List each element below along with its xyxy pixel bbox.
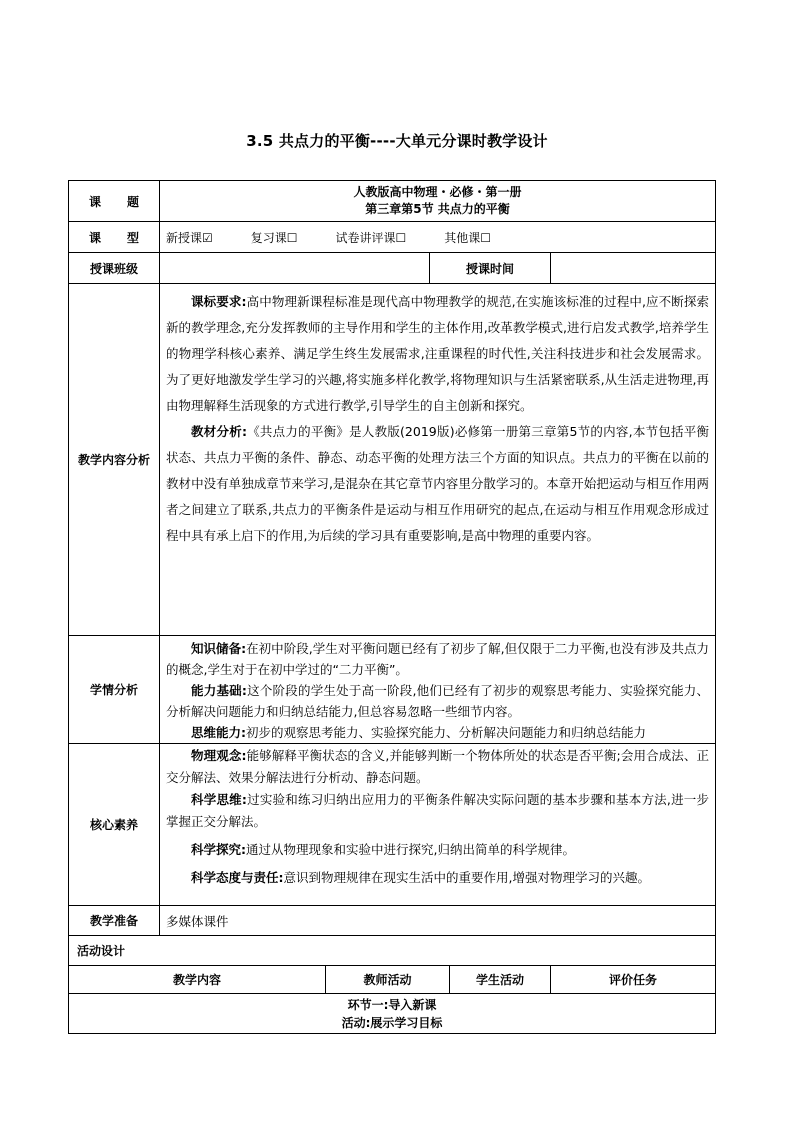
core-literacy-row bbox=[69, 744, 716, 906]
lesson-plan-table bbox=[68, 180, 716, 1034]
class-row bbox=[69, 253, 716, 284]
course-type-option-new[interactable]: 新授课☑ bbox=[166, 230, 213, 245]
scientific-thinking-paragraph: 科学思维:过实验和练习归纳出应用力的平衡条件解决实际问题的基本步骤和基本方法,进一步掌握正交分解法。 bbox=[166, 792, 710, 829]
header-evaluation-task: 评价任务 bbox=[551, 966, 716, 994]
topic-line-2: 第三章第5节 共点力的平衡 bbox=[365, 202, 510, 216]
class-label: 授课班级 bbox=[69, 253, 160, 284]
physics-concept-paragraph: 物理观念:能够解释平衡状态的含义,并能够判断一个物体所处的状态是否平衡;会用合成法、正交分解法、效果分解法进行分析动、静态问题。 bbox=[166, 748, 710, 785]
stage-cell bbox=[69, 994, 716, 1034]
course-type-row bbox=[69, 222, 716, 253]
prep-value: 多媒体课件 bbox=[160, 906, 716, 936]
curriculum-requirement-paragraph: 课标要求:高中物理新课程标准是现代高中物理教学的规范,在实施该标准的过程中,应不断探索新的教学理念,充分发挥教师的主导作用和学生的主体作用,改革教学模式,进行启发式教学,培养学生的物理学科核心素养、满足学生终生发展需求,注重课程的时代性,关注科技进步和社会发展需求。为了更好地激发学生学习的兴趣,将实施多样化教学,将物理知识与生活紧密联系,从生活走进物理,再由物理解释生活现象的方式进行教学,引导学生的自主创新和探究。 bbox=[166, 294, 710, 413]
stage-title: 环节一:导入新课 bbox=[347, 997, 437, 1012]
content-analysis-row bbox=[69, 284, 716, 636]
scientific-inquiry-paragraph: 科学探究:通过从物理现象和实验中进行探究,归纳出简单的科学规律。 bbox=[191, 842, 575, 857]
topic-row bbox=[69, 181, 716, 222]
class-value bbox=[160, 253, 430, 284]
stage-task: 活动:展示学习目标 bbox=[341, 1015, 443, 1030]
topic-line-1: 人教版高中物理・必修・第一册 bbox=[353, 185, 522, 199]
header-teacher-activity: 教师活动 bbox=[326, 966, 450, 994]
header-student-activity: 学生活动 bbox=[450, 966, 551, 994]
course-type-label: 课 型 bbox=[69, 222, 160, 253]
learning-analysis-label: 学情分析 bbox=[69, 636, 160, 744]
header-teaching-content: 教学内容 bbox=[69, 966, 326, 994]
topic-value bbox=[160, 181, 716, 222]
course-type-option-other[interactable]: 其他课☐ bbox=[444, 230, 491, 245]
textbook-analysis-paragraph: 教材分析:《共点力的平衡》是人教版(2019版)必修第一册第三章第5节的内容,本节包括平衡状态、共点力平衡的条件、静态、动态平衡的处理方法三个方面的知识点。共点力的平衡在以前的教材中没有单独成章节来学习,是混杂在其它章节内容里分散学习的。本章开始把运动与相互作用两者之间建立了联系,共点力的平衡条件是运动与相互作用研究的起点,在运动与相互作用观念形成过程中具有承上启下的作用,为后续的学习具有重要影响,是高中物理的重要内容。 bbox=[166, 424, 710, 543]
knowledge-reserve-paragraph: 知识储备:在初中阶段,学生对平衡问题已经有了初步了解,但仅限于二力平衡,也没有涉及共点力的概念,学生对于在初中学过的“二力平衡”。 bbox=[166, 641, 710, 677]
prep-label: 教学准备 bbox=[69, 906, 160, 936]
activity-design-row bbox=[69, 936, 716, 966]
page-title: 3.5 共点力的平衡----大单元分课时教学设计 bbox=[246, 132, 548, 150]
prep-row bbox=[69, 906, 716, 936]
scientific-attitude-paragraph: 科学态度与责任:意识到物理规律在现实生活中的重要作用,增强对物理学习的兴趣。 bbox=[191, 870, 650, 885]
activity-header-row bbox=[69, 966, 716, 994]
time-value bbox=[551, 253, 716, 284]
course-type-option-review[interactable]: 复习课☐ bbox=[250, 230, 298, 245]
topic-label: 课 题 bbox=[69, 181, 160, 222]
time-label: 授课时间 bbox=[430, 253, 551, 284]
content-analysis-label: 教学内容分析 bbox=[69, 284, 160, 636]
thinking-ability-paragraph: 思维能力:初步的观察思考能力、实验探究能力、分析解决问题能力和归纳总结能力 bbox=[191, 725, 647, 740]
activity-design-label: 活动设计 bbox=[69, 936, 716, 966]
course-type-options bbox=[160, 222, 716, 253]
core-literacy-label: 核心素养 bbox=[69, 744, 160, 906]
ability-basis-paragraph: 能力基础:这个阶段的学生处于高一阶段,他们已经有了初步的观察思考能力、实验探究能力、分析解决问题能力和归纳总结能力,但总容易忽略一些细节内容。 bbox=[166, 683, 710, 719]
learning-analysis-row bbox=[69, 636, 716, 744]
course-type-option-exam[interactable]: 试卷讲评课☐ bbox=[335, 230, 407, 245]
content-analysis-body bbox=[160, 284, 716, 636]
core-literacy-body bbox=[160, 744, 716, 906]
stage-row bbox=[69, 994, 716, 1034]
learning-analysis-body bbox=[160, 636, 716, 744]
